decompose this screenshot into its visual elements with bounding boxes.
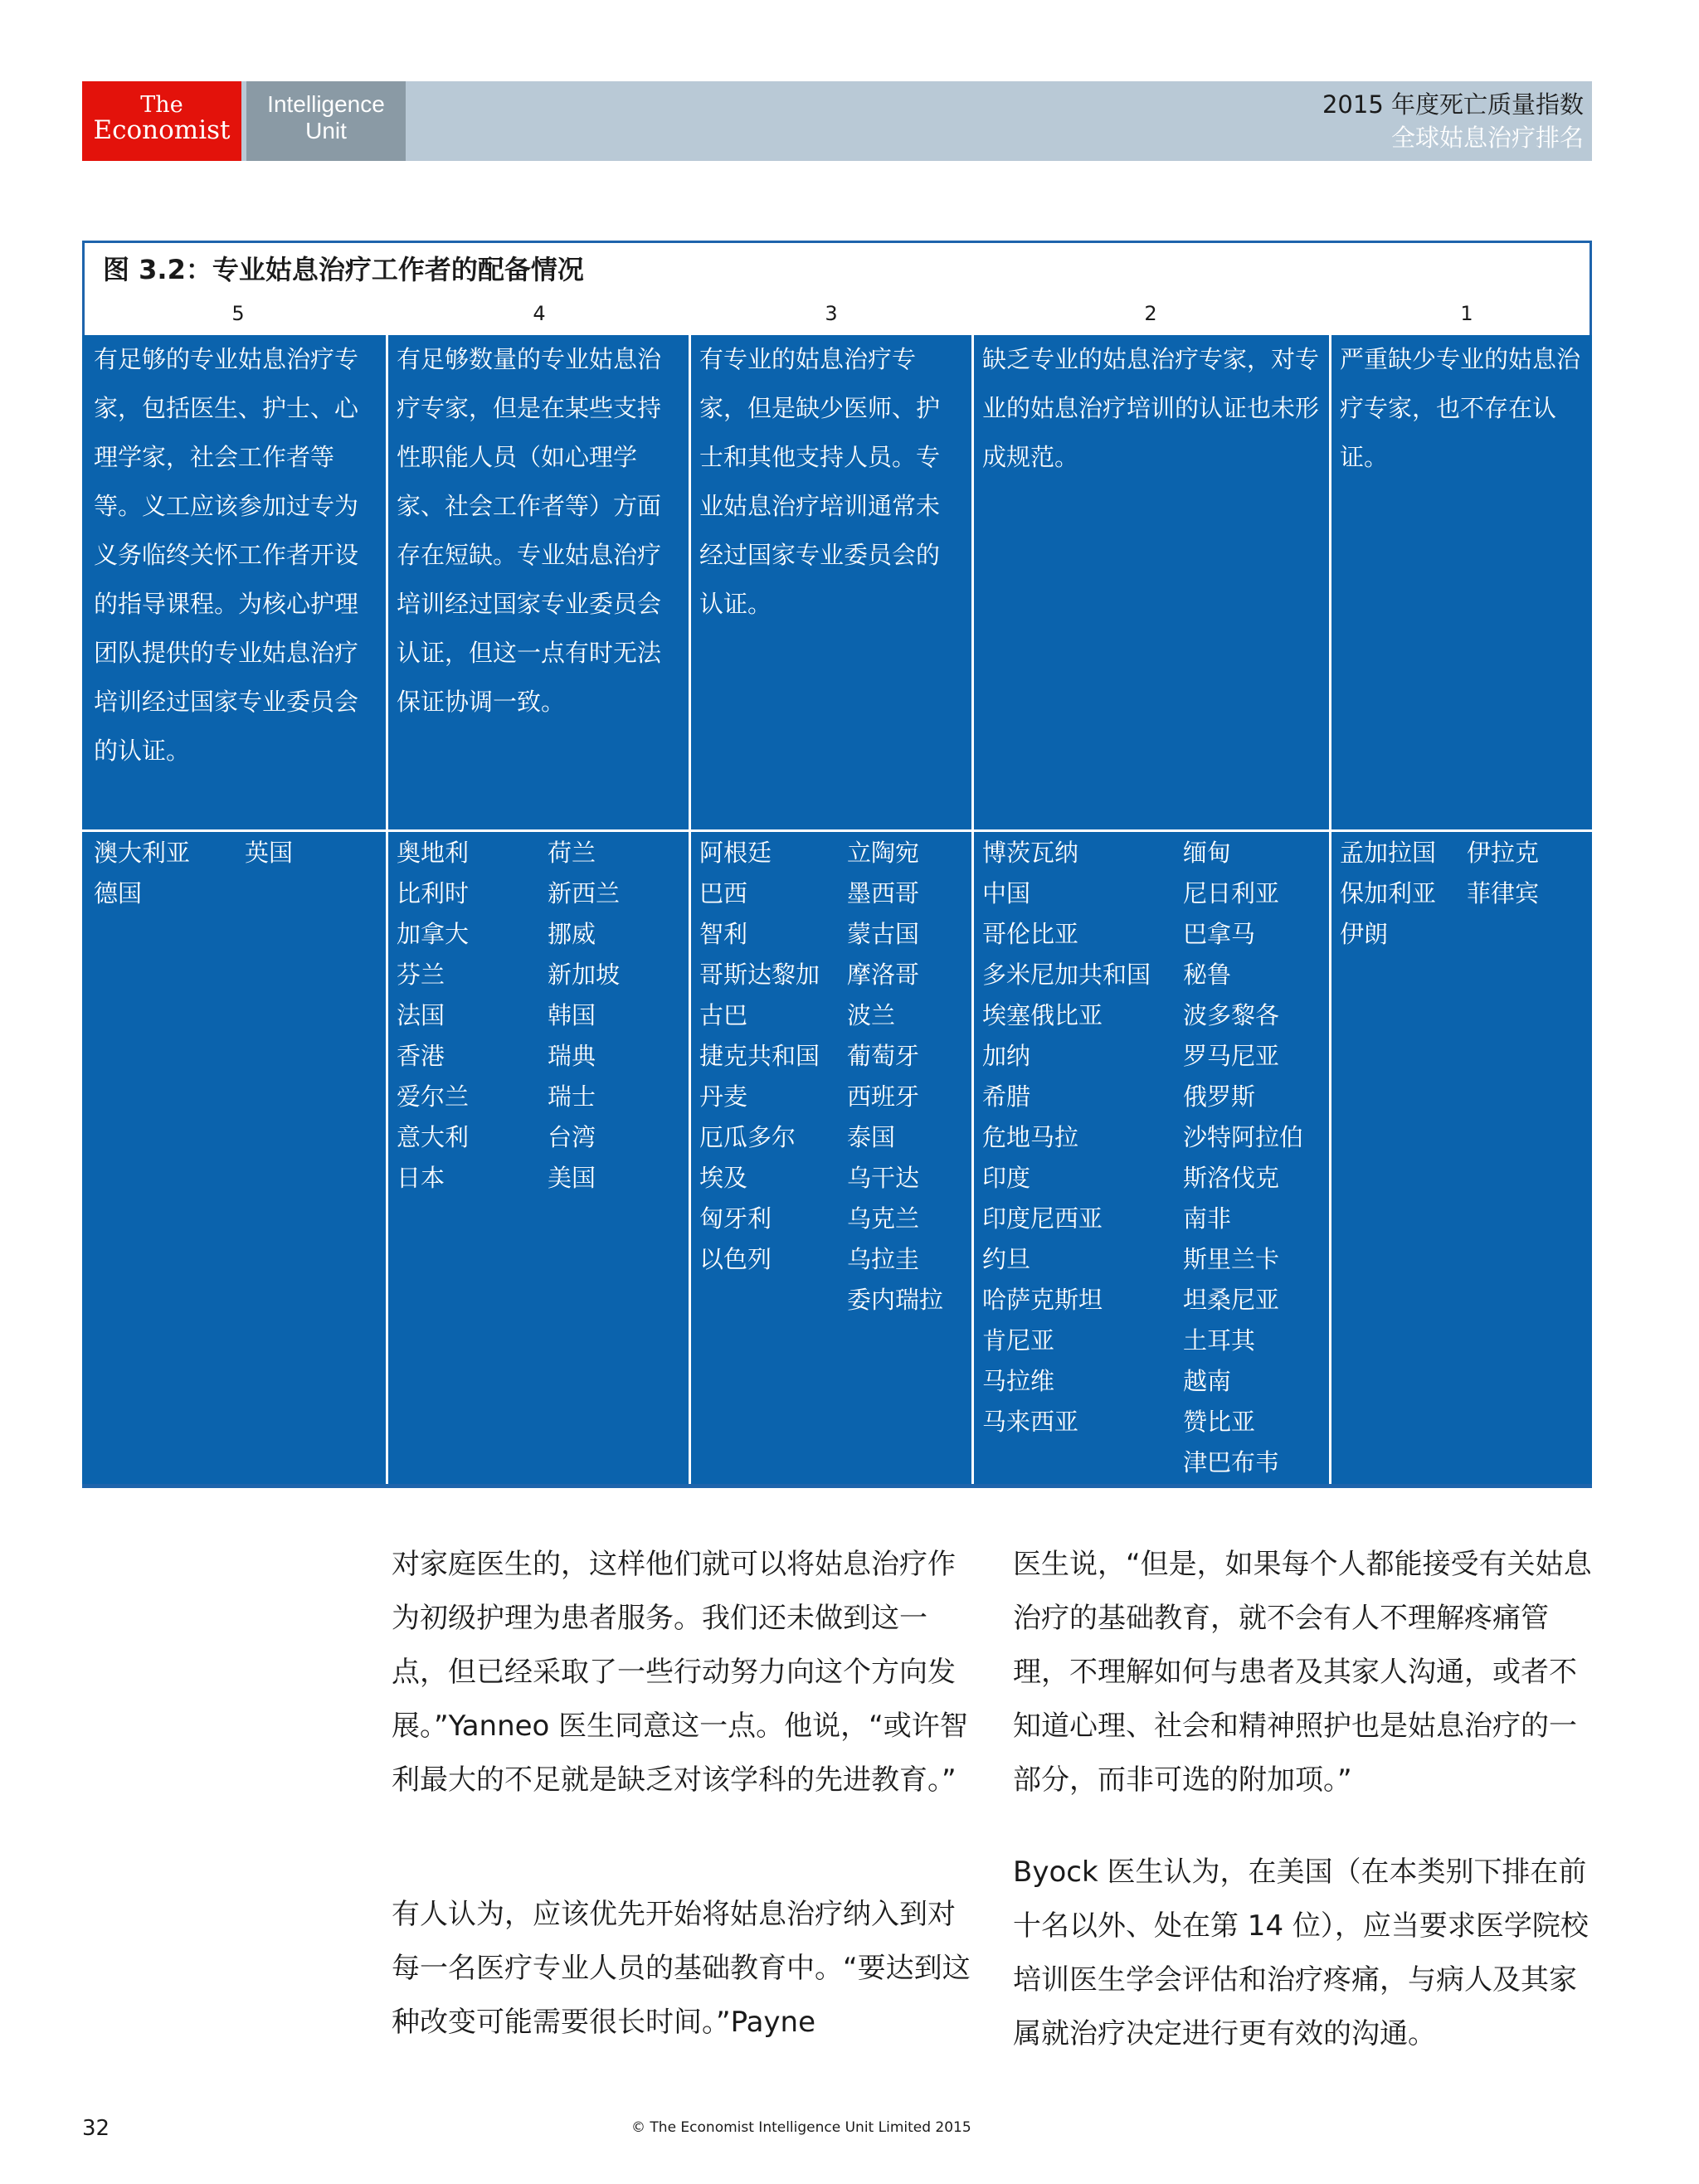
country-name: 巴拿马 <box>1183 920 1256 948</box>
country-name: 新加坡 <box>548 961 621 989</box>
country-name: 乌克兰 <box>847 1204 920 1233</box>
copyright-notice: © The Economist Intelligence Unit Limited 2015 <box>631 2119 971 2136</box>
country-name: 日本 <box>397 1164 445 1192</box>
country-name: 波兰 <box>847 1001 896 1029</box>
country-name: 菲律宾 <box>1467 879 1540 907</box>
country-list-2b <box>1183 833 1303 1483</box>
country-name: 比利时 <box>397 879 470 907</box>
country-list-3a <box>699 833 820 1280</box>
country-name: 博茨瓦纳 <box>982 839 1079 867</box>
report-subtitle: 全球姑息治疗排名 <box>1390 124 1584 152</box>
country-name: 智利 <box>699 920 748 948</box>
eiu-logo <box>246 81 406 161</box>
page-header <box>82 81 1592 161</box>
country-name: 巴西 <box>699 879 748 907</box>
column-score-2: 2 <box>1144 302 1157 325</box>
eiu-logo-line1: Intelligence <box>267 91 385 117</box>
country-name: 葡萄牙 <box>847 1042 920 1070</box>
country-name: 芬兰 <box>397 961 445 989</box>
country-name: 英国 <box>245 839 294 867</box>
country-name: 挪威 <box>548 920 596 948</box>
description-score-4: 有足够数量的专业姑息治疗专家，但是在某些支持性职能人员（如心理学家、社会工作者等）方面存在短缺。专业姑息治疗培训经过国家专业委员会认证，但这一点有时无法保证协调一致。 <box>397 345 662 716</box>
country-name: 埃塞俄比亚 <box>982 1001 1103 1029</box>
column-divider <box>1329 335 1331 1488</box>
figure-title: 图 3.2：专业姑息治疗工作者的配备情况 <box>103 254 584 285</box>
country-list-4b <box>548 833 620 1199</box>
country-name: 意大利 <box>397 1123 470 1151</box>
country-name: 乌拉圭 <box>847 1245 920 1273</box>
country-name: 委内瑞拉 <box>847 1286 944 1314</box>
country-name: 尼日利亚 <box>1183 879 1280 907</box>
country-name: 土耳其 <box>1183 1326 1256 1355</box>
country-name: 瑞典 <box>548 1042 596 1070</box>
country-name: 哥斯达黎加 <box>699 961 820 989</box>
country-name: 韩国 <box>548 1001 596 1029</box>
column-score-4: 4 <box>533 302 546 325</box>
country-list-4a <box>397 833 469 1199</box>
country-name: 秘鲁 <box>1183 961 1232 989</box>
column-divider <box>386 335 388 1488</box>
country-name: 危地马拉 <box>982 1123 1079 1151</box>
country-name: 厄瓜多尔 <box>699 1123 796 1151</box>
eiu-logo-line2: Unit <box>305 118 347 143</box>
country-name: 古巴 <box>699 1001 748 1029</box>
column-divider <box>689 335 691 1488</box>
figure-header <box>82 241 1592 338</box>
country-name: 印度尼西亚 <box>982 1204 1103 1233</box>
country-name: 斯里兰卡 <box>1183 1245 1280 1273</box>
right-paragraph-2: Byock 医生认为，在美国（在本类别下排在前十名以外、处在第 14 位），应当要求医学院校培训医生学会评估和治疗疼痛，与病人及其家属就治疗决定进行更有效的沟通。 <box>1013 1856 1589 2050</box>
column-divider <box>971 335 974 1488</box>
country-name: 西班牙 <box>847 1082 920 1111</box>
country-name: 孟加拉国 <box>1340 839 1437 867</box>
column-score-1: 1 <box>1460 302 1473 325</box>
economist-logo <box>82 81 241 161</box>
left-paragraph-1: 对家庭医生的，这样他们就可以将姑息治疗作为初级护理为患者服务。我们还未做到这一点，但已经采取了一些行动努力向这个方向发展。”Yanneo 医生同意这一点。他说，“或许智利最大的不足就是缺乏对该学科的先进教育。” <box>392 1548 968 1797</box>
column-score-3: 3 <box>825 302 838 325</box>
country-name: 墨西哥 <box>847 879 920 907</box>
country-name: 马来西亚 <box>982 1408 1079 1436</box>
page-number: 32 <box>82 2116 110 2141</box>
country-list-2a <box>982 833 1151 1442</box>
country-name: 以色列 <box>699 1245 772 1273</box>
country-name: 匈牙利 <box>699 1204 772 1233</box>
economist-logo-line2: Economist <box>93 115 231 145</box>
country-name: 丹麦 <box>699 1082 748 1111</box>
country-name: 马拉维 <box>982 1367 1055 1395</box>
country-name: 约旦 <box>982 1245 1031 1273</box>
country-name: 阿根廷 <box>699 839 772 867</box>
country-list-5a <box>94 833 190 914</box>
country-name: 德国 <box>94 879 143 907</box>
country-name: 爱尔兰 <box>397 1082 470 1111</box>
country-name: 摩洛哥 <box>847 961 920 989</box>
country-name: 加纳 <box>982 1042 1031 1070</box>
country-name: 越南 <box>1183 1367 1232 1395</box>
country-name: 立陶宛 <box>847 839 920 867</box>
country-list-5b <box>245 833 293 873</box>
country-name: 中国 <box>982 879 1031 907</box>
country-name: 荷兰 <box>548 839 596 867</box>
country-name: 沙特阿拉伯 <box>1183 1123 1304 1151</box>
country-name: 保加利亚 <box>1340 879 1437 907</box>
country-name: 斯洛伐克 <box>1183 1164 1280 1192</box>
report-title: 2015 年度死亡质量指数 <box>1322 90 1584 119</box>
economist-logo-line1: The <box>140 92 183 118</box>
column-score-5: 5 <box>231 302 245 325</box>
country-name: 蒙古国 <box>847 920 920 948</box>
figure-3-2 <box>82 241 1592 1488</box>
country-name: 罗马尼亚 <box>1183 1042 1280 1070</box>
country-name: 肯尼亚 <box>982 1326 1055 1355</box>
country-name: 哈萨克斯坦 <box>982 1286 1103 1314</box>
right-paragraph-1: 医生说，“但是，如果每个人都能接受有关姑息治疗的基础教育，就不会有人不理解疼痛管理，不理解如何与患者及其家人沟通，或者不知道心理、社会和精神照护也是姑息治疗的一部分，而非可选的附加项。” <box>1013 1548 1592 1797</box>
country-name: 多米尼加共和国 <box>982 961 1151 989</box>
country-name: 美国 <box>548 1164 596 1192</box>
row-divider <box>82 829 1592 832</box>
description-score-1: 严重缺少专业的姑息治疗专家，也不存在认证。 <box>1340 345 1581 471</box>
country-name: 哥伦比亚 <box>982 920 1079 948</box>
country-name: 瑞士 <box>548 1082 596 1111</box>
left-paragraph-2: 有人认为，应该优先开始将姑息治疗纳入到对每一名医疗专业人员的基础教育中。“要达到这种改变可能需要很长时间。”Payne <box>392 1898 971 2039</box>
description-score-3: 有专业的姑息治疗专家，但是缺少医师、护士和其他支持人员。专业姑息治疗培训通常未经过国家专业委员会的认证。 <box>699 345 941 618</box>
country-name: 俄罗斯 <box>1183 1082 1256 1111</box>
country-name: 波多黎各 <box>1183 1001 1280 1029</box>
country-name: 坦桑尼亚 <box>1183 1286 1280 1314</box>
country-name: 伊朗 <box>1340 920 1389 948</box>
description-score-2: 缺乏专业的姑息治疗专家，对专业的姑息治疗培训的认证也未形成规范。 <box>982 345 1320 471</box>
country-list-1a <box>1340 833 1436 955</box>
description-score-5: 有足够的专业姑息治疗专家，包括医生、护士、心理学家，社会工作者等等。义工应该参加过专为义务临终关怀工作者开设的指导课程。为核心护理团队提供的专业姑息治疗培训经过国家专业委员会的认证。 <box>94 345 359 765</box>
country-name: 印度 <box>982 1164 1031 1192</box>
country-name: 南非 <box>1183 1204 1232 1233</box>
country-name: 埃及 <box>699 1164 748 1192</box>
country-name: 乌干达 <box>847 1164 920 1192</box>
country-name: 希腊 <box>982 1082 1031 1111</box>
country-name: 赞比亚 <box>1183 1408 1256 1436</box>
country-name: 奥地利 <box>397 839 470 867</box>
country-name: 加拿大 <box>397 920 470 948</box>
country-name: 泰国 <box>847 1123 896 1151</box>
country-name: 法国 <box>397 1001 445 1029</box>
country-name: 香港 <box>397 1042 445 1070</box>
table-bottom-border <box>82 1484 1592 1488</box>
country-name: 台湾 <box>548 1123 596 1151</box>
country-name: 津巴布韦 <box>1183 1448 1280 1476</box>
country-list-1b <box>1467 833 1539 914</box>
figure-table-body <box>82 335 1592 1488</box>
country-name: 澳大利亚 <box>94 839 191 867</box>
country-name: 新西兰 <box>548 879 621 907</box>
country-name: 伊拉克 <box>1467 839 1540 867</box>
country-name: 缅甸 <box>1183 839 1232 867</box>
country-list-3b <box>847 833 943 1321</box>
country-name: 捷克共和国 <box>699 1042 820 1070</box>
